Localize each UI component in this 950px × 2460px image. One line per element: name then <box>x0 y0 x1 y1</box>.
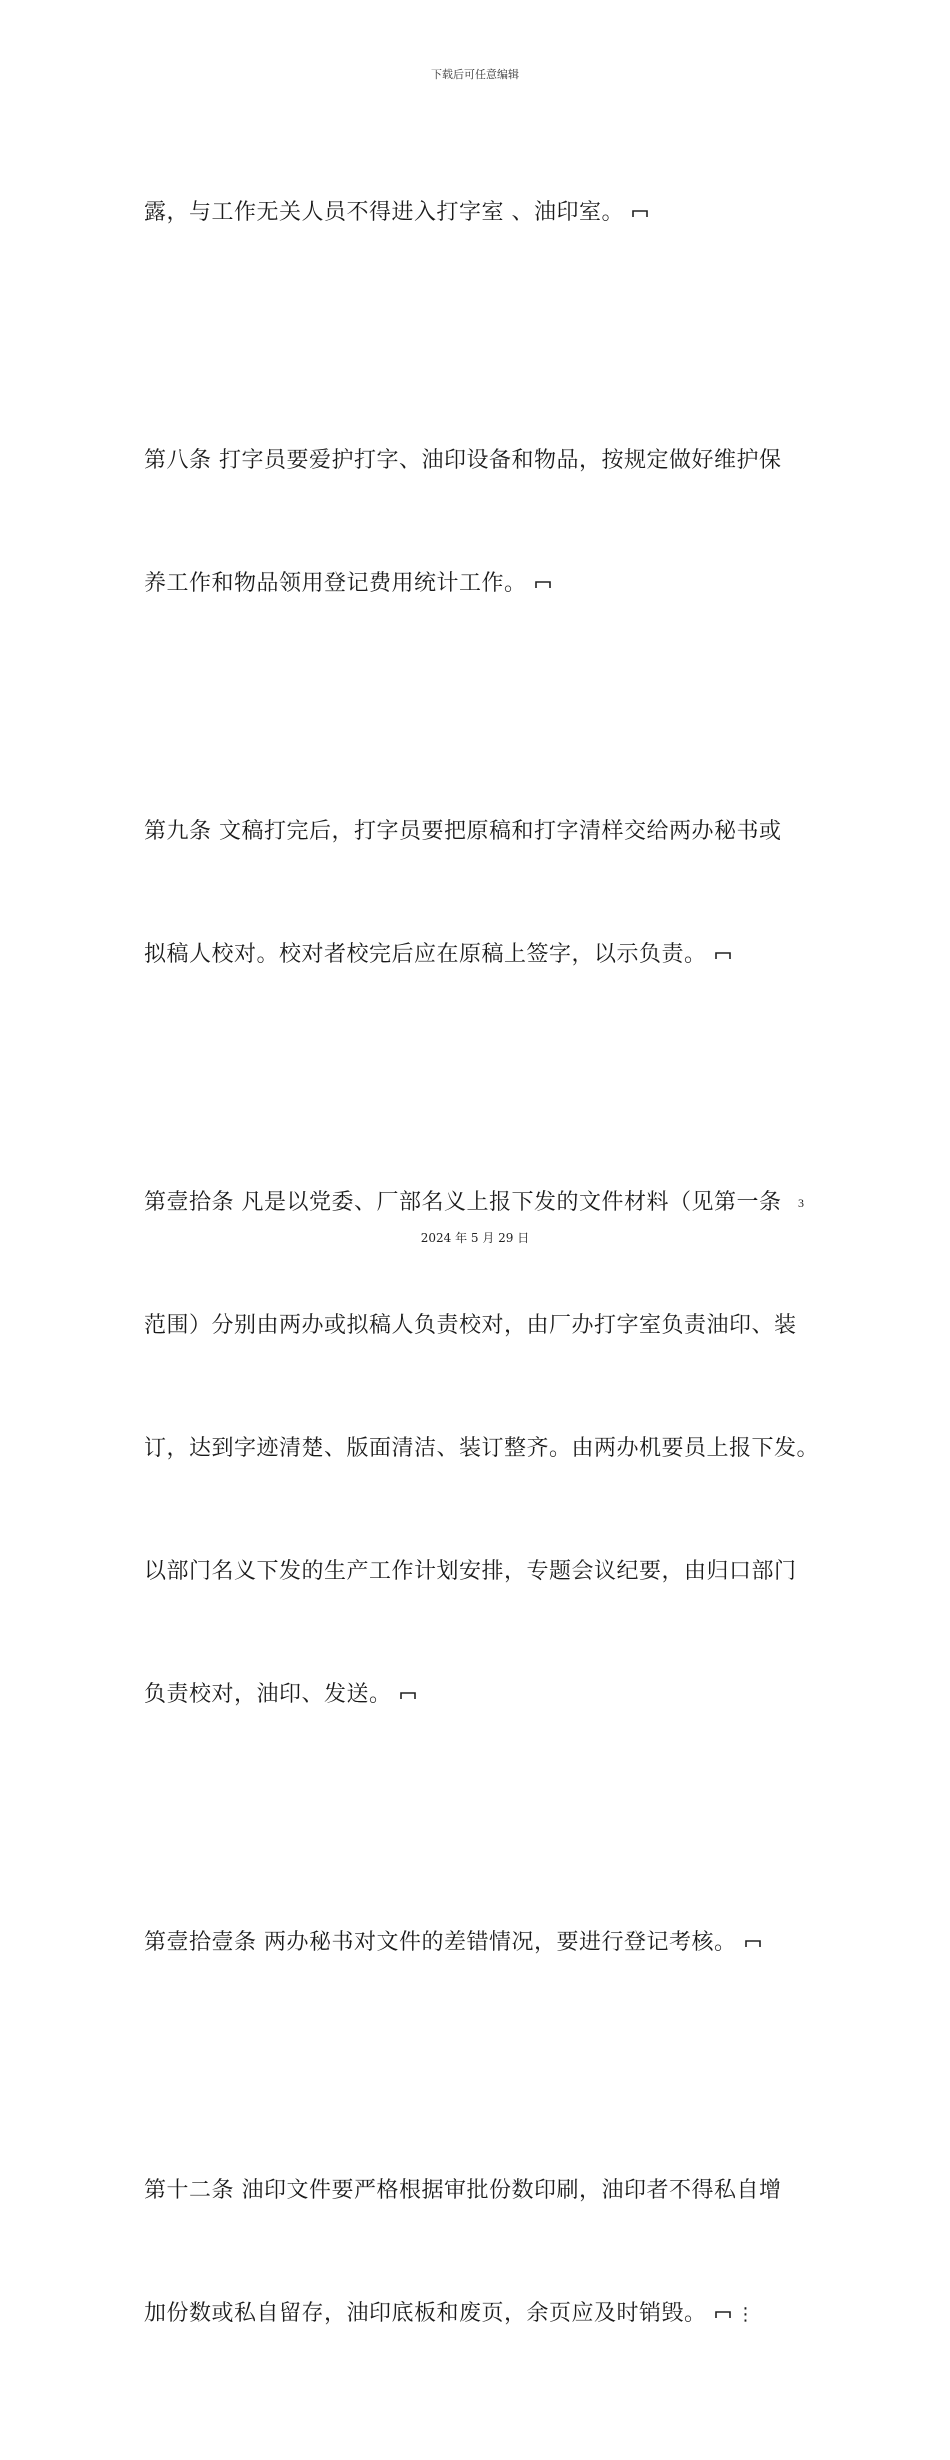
text-line: 第八条 打字员要爱护打字、油印设备和物品，按规定做好维护保 <box>144 448 782 473</box>
header-note: 下载后可任意编辑 <box>431 68 519 81</box>
paragraph-mark-icon <box>715 2310 731 2319</box>
paragraph-article-10 <box>144 1100 824 1797</box>
line-text: 第壹拾壹条 两办秘书对文件的差错情况，要进行登记考核。 <box>144 1930 737 1955</box>
vertical-ellipsis-icon: ⋮ <box>736 2303 756 2325</box>
paragraph-mark-icon <box>535 580 551 589</box>
line-text: 负责校对，油印、发送。 <box>144 1682 392 1707</box>
text-line <box>144 1674 824 1715</box>
text-line: 范围）分别由两办或拟稿人负责校对，由厂办打字室负责油印、装 <box>144 1313 797 1338</box>
text-line <box>144 1922 824 1963</box>
text-line: 以部门名义下发的生产工作计划安排，专题会议纪要，由归口部门 <box>144 1559 797 1584</box>
line-text: 加份数或私自留存，油印底板和废页，余页应及时销毁。 <box>144 2301 707 2326</box>
text-line: 第九条 文稿打完后，打字员要把原稿和打字清样交给两办秘书或 <box>144 819 782 844</box>
line-text: 拟稿人校对。校对者校完后应在原稿上签字，以示负责。 <box>144 942 707 967</box>
text-line <box>144 192 824 233</box>
line-text: 露，与工作无关人员不得进入打字室 、油印室。 <box>144 200 624 225</box>
text-line: 第壹拾条 凡是以党委、厂部名义上报下发的文件材料（见第一条 <box>144 1190 782 1215</box>
document-body <box>144 110 824 2460</box>
page-number: 3 <box>798 1196 804 1210</box>
footer-date: 2024 年 5 月 29 日 <box>420 1231 530 1245</box>
text-line <box>144 563 824 604</box>
paragraph-article-8 <box>144 358 824 686</box>
paragraph-mark-icon <box>745 1939 761 1948</box>
paragraph-article-11 <box>144 1840 824 2045</box>
text-line: 第十二条 油印文件要严格根据审批份数印刷，油印者不得私自增 <box>144 2178 782 2203</box>
paragraph-mark-icon <box>715 951 731 960</box>
line-text: 养工作和物品领用登记费用统计工作。 <box>144 571 527 596</box>
paragraph-mark-icon <box>632 209 648 218</box>
paragraph-article-12 <box>144 2088 824 2417</box>
paragraph-article-9 <box>144 729 824 1057</box>
text-line <box>144 934 824 975</box>
paragraph-continuation <box>144 110 824 315</box>
paragraph-mark-icon <box>400 1691 416 1700</box>
text-line: 订，达到字迹清楚、版面清洁、装订整齐。由两办机要员上报下发。 <box>144 1436 820 1461</box>
text-line <box>144 2293 824 2335</box>
